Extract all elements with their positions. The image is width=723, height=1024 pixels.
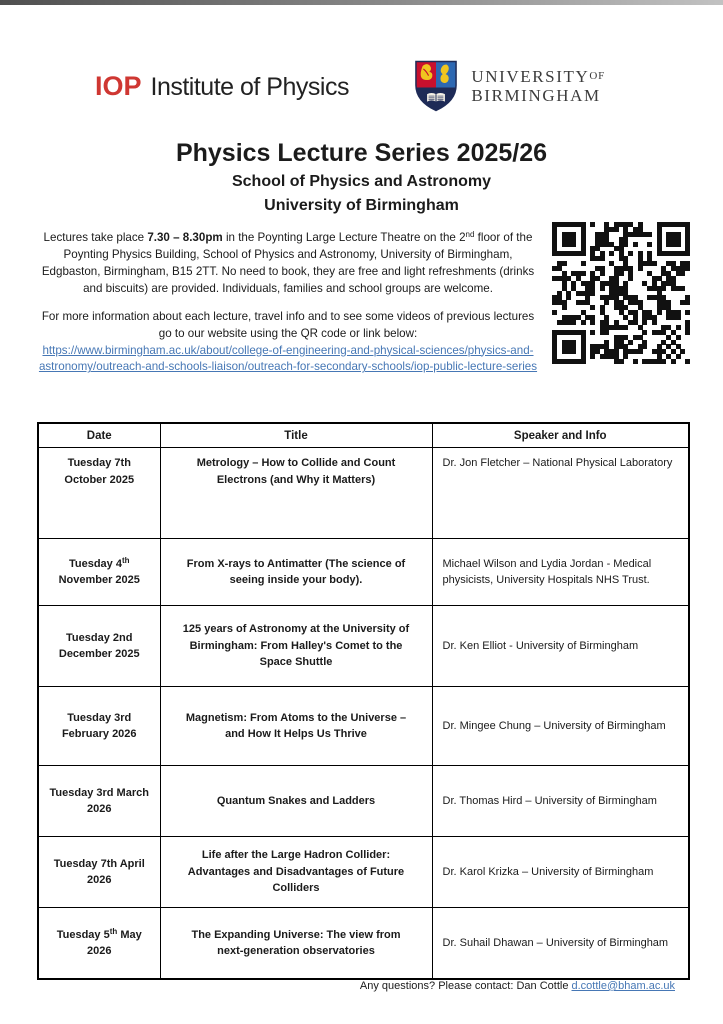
table-row bbox=[38, 837, 689, 908]
header-speaker: Speaker and Info bbox=[432, 423, 689, 448]
uob-wordmark-line1: UNIVERSITY bbox=[471, 66, 590, 86]
footer-text: Any questions? Please contact: Dan Cottle bbox=[359, 980, 572, 992]
website-link[interactable]: https://www.birmingham.ac.uk/about/college-of-engineering-and-physical-sciences/physics-and-astronomy/outreach-and-schools-liaison/outreach-for-secondary-schools/iop-public-lecture-series bbox=[38, 343, 538, 374]
iop-logo-text: Institute of Physics bbox=[150, 72, 349, 101]
speaker-cell: Michael Wilson and Lydia Jordan - Medical physicists, University Hospitals NHS Trust. bbox=[432, 539, 689, 606]
title-cell: The Expanding Universe: The view from next-generation observatories bbox=[160, 908, 432, 980]
scan-edge-bar bbox=[0, 0, 723, 5]
lecture-table bbox=[37, 422, 690, 980]
title-cell: Quantum Snakes and Ladders bbox=[160, 766, 432, 837]
title-cell: Life after the Large Hadron Collider: Advantages and Disadvantages of Future Colliders bbox=[160, 837, 432, 908]
uob-wordmark-of: OF bbox=[589, 69, 605, 82]
title-block bbox=[0, 139, 723, 216]
contact-email-link[interactable]: d.cottle@bham.ac.uk bbox=[571, 980, 675, 992]
title-cell: From X-rays to Antimatter (The science of seeing inside your body). bbox=[160, 539, 432, 606]
iop-logo bbox=[95, 71, 349, 102]
uob-wordmark bbox=[471, 67, 605, 105]
uob-wordmark-line2: BIRMINGHAM bbox=[471, 86, 601, 105]
header bbox=[95, 60, 605, 112]
page-title: Physics Lecture Series 2025/26 bbox=[175, 139, 548, 167]
title-cell: Metrology – How to Collide and Count Electrons (and Why it Matters) bbox=[160, 448, 432, 539]
website-link-line bbox=[37, 343, 539, 377]
date-cell: Tuesday 4th November 2025 bbox=[38, 539, 160, 606]
footer bbox=[0, 980, 723, 992]
subtitle-school: School of Physics and Astronomy bbox=[231, 173, 491, 190]
speaker-cell: Dr. Thomas Hird – University of Birmingham bbox=[432, 766, 689, 837]
title-cell: Magnetism: From Atoms to the Universe – and How It Helps Us Thrive bbox=[160, 687, 432, 766]
subtitle-university: University of Birmingham bbox=[264, 197, 459, 214]
speaker-cell: Dr. Suhail Dhawan – University of Birmingham bbox=[432, 908, 689, 980]
table-row bbox=[38, 908, 689, 980]
uob-logo bbox=[413, 60, 605, 112]
header-date: Date bbox=[38, 423, 160, 448]
date-cell: Tuesday 3rd March 2026 bbox=[38, 766, 160, 837]
table-row bbox=[38, 448, 689, 539]
table-row bbox=[38, 539, 689, 606]
date-cell: Tuesday 7th October 2025 bbox=[38, 448, 160, 539]
table-row bbox=[38, 606, 689, 687]
lecture-table-body bbox=[38, 448, 689, 980]
speaker-cell: Dr. Mingee Chung – University of Birmingham bbox=[432, 687, 689, 766]
speaker-cell: Dr. Karol Krizka – University of Birmingham bbox=[432, 837, 689, 908]
qr-code bbox=[552, 222, 690, 364]
body-copy bbox=[37, 230, 539, 376]
date-cell: Tuesday 2nd December 2025 bbox=[38, 606, 160, 687]
title-cell: 125 years of Astronomy at the University of Birmingham: From Halley's Comet to the Space Shuttle bbox=[160, 606, 432, 687]
lecture-table-head bbox=[38, 423, 689, 448]
uob-crest-icon bbox=[413, 60, 459, 112]
table-row bbox=[38, 687, 689, 766]
speaker-cell: Dr. Ken Elliot - University of Birmingham bbox=[432, 606, 689, 687]
table-row bbox=[38, 766, 689, 837]
speaker-cell: Dr. Jon Fletcher – National Physical Laboratory bbox=[432, 448, 689, 539]
qr-code-icon bbox=[552, 222, 690, 364]
date-cell: Tuesday 7th April 2026 bbox=[38, 837, 160, 908]
intro-paragraph: Lectures take place 7.30 – 8.30pm in the Poynting Large Lecture Theatre on the 2nd floor of the Poynting Physics Building, School of Physics and Astronomy, University of Birmingham, Edgbaston, Birmingham, B15 2TT. No need to book, they are free and light refreshments (drinks and biscuits) are provided. Individuals, families and school groups are welcome. bbox=[41, 230, 535, 295]
header-title: Title bbox=[160, 423, 432, 448]
table-header-row bbox=[38, 423, 689, 448]
date-cell: Tuesday 3rd February 2026 bbox=[38, 687, 160, 766]
more-info-paragraph: For more information about each lecture, travel info and to see some videos of previous lectures go to our website using the QR code or link below: bbox=[41, 309, 535, 340]
date-cell: Tuesday 5th May 2026 bbox=[38, 908, 160, 980]
iop-logo-mark: IOP bbox=[95, 70, 142, 101]
